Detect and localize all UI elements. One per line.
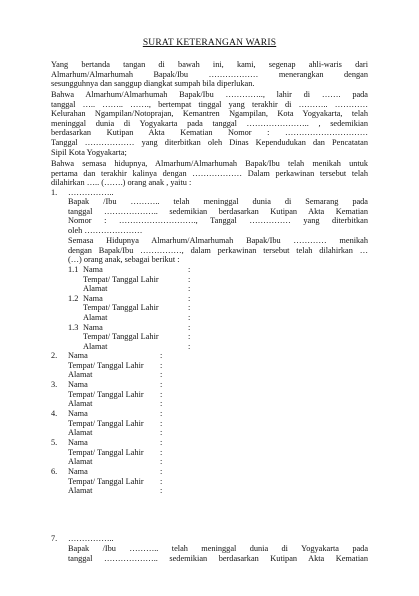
field-colon: : xyxy=(160,428,163,438)
field-colon: : xyxy=(188,265,191,274)
heir-field-label: Alamat xyxy=(68,370,93,380)
heir-detail-line: Nomor : ………………………., Tanggal …………… yang diterbitkan xyxy=(68,216,368,226)
heir-marriage-line: (…) orang anak, sebagai berikut : xyxy=(68,255,180,265)
heir-name: …………….. xyxy=(68,188,114,197)
paragraph-line: Tanggal ……………… yang diterbitkan oleh Dinas Kependudukan dan Pencatatan xyxy=(51,138,368,147)
field-colon: : xyxy=(160,447,163,457)
heir-number: 5. xyxy=(51,438,58,447)
child-field-label: Alamat xyxy=(83,313,108,322)
child-field-label: Nama xyxy=(83,293,103,303)
paragraph-line: pertama dan terakhir kalinya dengan ……………… Dalam perkawinan tersebut telah xyxy=(51,168,368,178)
heir-field-label: Tempat/ Tanggal Lahir xyxy=(68,418,144,428)
child-field-label: Nama xyxy=(83,265,103,274)
paragraph-line: dilahirkan ….. (…….) orang anak , yaitu : xyxy=(51,178,192,188)
heir-marriage-line: Semasa Hidupnya Almarhum/Almarhumah Bapak/Ibu ………… menikah xyxy=(68,236,368,245)
paragraph-line: Bahwa Almarhum/Almarhumah Bapak/Ibu ………….., lahir di ……. pada xyxy=(51,90,368,99)
paragraph-line: Kelurahan Ngampilan/Notoprajan, Kemantren Ngampilan, Kota Yogyakarta, telah xyxy=(51,109,368,119)
child-field-label: Tempat/ Tanggal Lahir xyxy=(83,274,159,284)
field-colon: : xyxy=(188,322,191,332)
field-colon: : xyxy=(188,303,191,313)
heir-detail-line: Bapak /Ibu ……….. telah meninggal dunia di Yogyakarta pada xyxy=(68,544,368,553)
paragraph-line: sesungguhnya dan sanggup diangkat sumpah bila diperlukan. xyxy=(51,79,255,89)
heir-field-label: Tempat/ Tanggal Lahir xyxy=(68,389,144,399)
heir-marriage-line: dengan Bapak/Ibu ……………, dalam perkawinan tersebut telah dilahirkan … xyxy=(68,245,368,255)
paragraph-line: berdasarkan Kutipan Akta Kematian Nomor : ………………………… xyxy=(51,128,368,138)
heir-field-label: Nama xyxy=(68,438,88,447)
document-title: SURAT KETERANGAN WARIS xyxy=(142,38,277,48)
field-colon: : xyxy=(160,380,163,389)
heir-name: …………….. xyxy=(68,534,114,543)
paragraph-line: Yang bertanda tangan di bawah ini, kami, segenap ahli-waris dari xyxy=(51,60,368,69)
heir-number: 3. xyxy=(51,380,58,389)
field-colon: : xyxy=(188,341,191,351)
field-colon: : xyxy=(160,370,163,380)
child-number: 1.2 xyxy=(68,293,79,303)
heir-number: 2. xyxy=(51,351,58,360)
paragraph-line: Sipil Kota Yogyakarta; xyxy=(51,147,127,157)
field-colon: : xyxy=(188,332,191,342)
heir-number: 4. xyxy=(51,409,58,418)
heir-field-label: Alamat xyxy=(68,457,93,467)
heir-field-label: Tempat/ Tanggal Lahir xyxy=(68,447,144,457)
field-colon: : xyxy=(160,351,163,360)
heir-field-label: Nama xyxy=(68,409,88,418)
field-colon: : xyxy=(160,476,163,486)
field-colon: : xyxy=(160,360,163,370)
heir-number: 1. xyxy=(51,188,58,197)
child-field-label: Tempat/ Tanggal Lahir xyxy=(83,332,159,342)
heir-detail-line: tanggal ……………….. sedemikian berdasarkan Kutipan Akta Kematian xyxy=(68,206,368,216)
child-field-label: Alamat xyxy=(83,284,108,294)
heir-number: 6. xyxy=(51,467,58,476)
heir-field-label: Nama xyxy=(68,467,88,476)
field-colon: : xyxy=(160,389,163,399)
child-number: 1.1 xyxy=(68,265,79,274)
field-colon: : xyxy=(188,274,191,284)
child-field-label: Nama xyxy=(83,322,103,332)
paragraph-line: meninggal dunia di Yogyakarta pada tanggal ………………….. , sedemikian xyxy=(51,118,368,128)
field-colon: : xyxy=(160,418,163,428)
child-field-label: Tempat/ Tanggal Lahir xyxy=(83,303,159,313)
field-colon: : xyxy=(160,486,163,496)
heir-field-label: Alamat xyxy=(68,486,93,496)
field-colon: : xyxy=(160,438,163,447)
child-field-label: Alamat xyxy=(83,341,108,351)
field-colon: : xyxy=(160,399,163,409)
heir-detail-line: oleh ………………… xyxy=(68,225,143,235)
heir-number: 7. xyxy=(51,534,58,543)
field-colon: : xyxy=(188,293,191,303)
field-colon: : xyxy=(160,457,163,467)
field-colon: : xyxy=(160,467,163,476)
heir-field-label: Tempat/ Tanggal Lahir xyxy=(68,476,144,486)
heir-field-label: Tempat/ Tanggal Lahir xyxy=(68,360,144,370)
heir-field-label: Alamat xyxy=(68,428,93,438)
heir-field-label: Alamat xyxy=(68,399,93,409)
child-number: 1.3 xyxy=(68,322,79,332)
paragraph-line: tanggal ….. …….. ……., bertempat tinggal yang terakhir di ……….. ………… xyxy=(51,99,368,109)
field-colon: : xyxy=(188,313,191,322)
heir-detail-line: tanggal ……………….. sedemikian berdasarkan Kutipan Akta Kematian xyxy=(68,553,368,563)
heir-field-label: Nama xyxy=(68,380,88,389)
field-colon: : xyxy=(188,284,191,294)
paragraph-line: Almarhum/Almarhumah Bapak/Ibu ……………… menerangkan dengan xyxy=(51,69,368,79)
paragraph-line: Bahwa semasa hidupnya, Almarhum/Almarhumah Bapak/Ibu telah menikah untuk xyxy=(51,159,368,168)
heir-detail-line: Bapak /Ibu ……….. telah meninggal dunia di Semarang pada xyxy=(68,197,368,206)
heir-field-label: Nama xyxy=(68,351,88,360)
field-colon: : xyxy=(160,409,163,418)
